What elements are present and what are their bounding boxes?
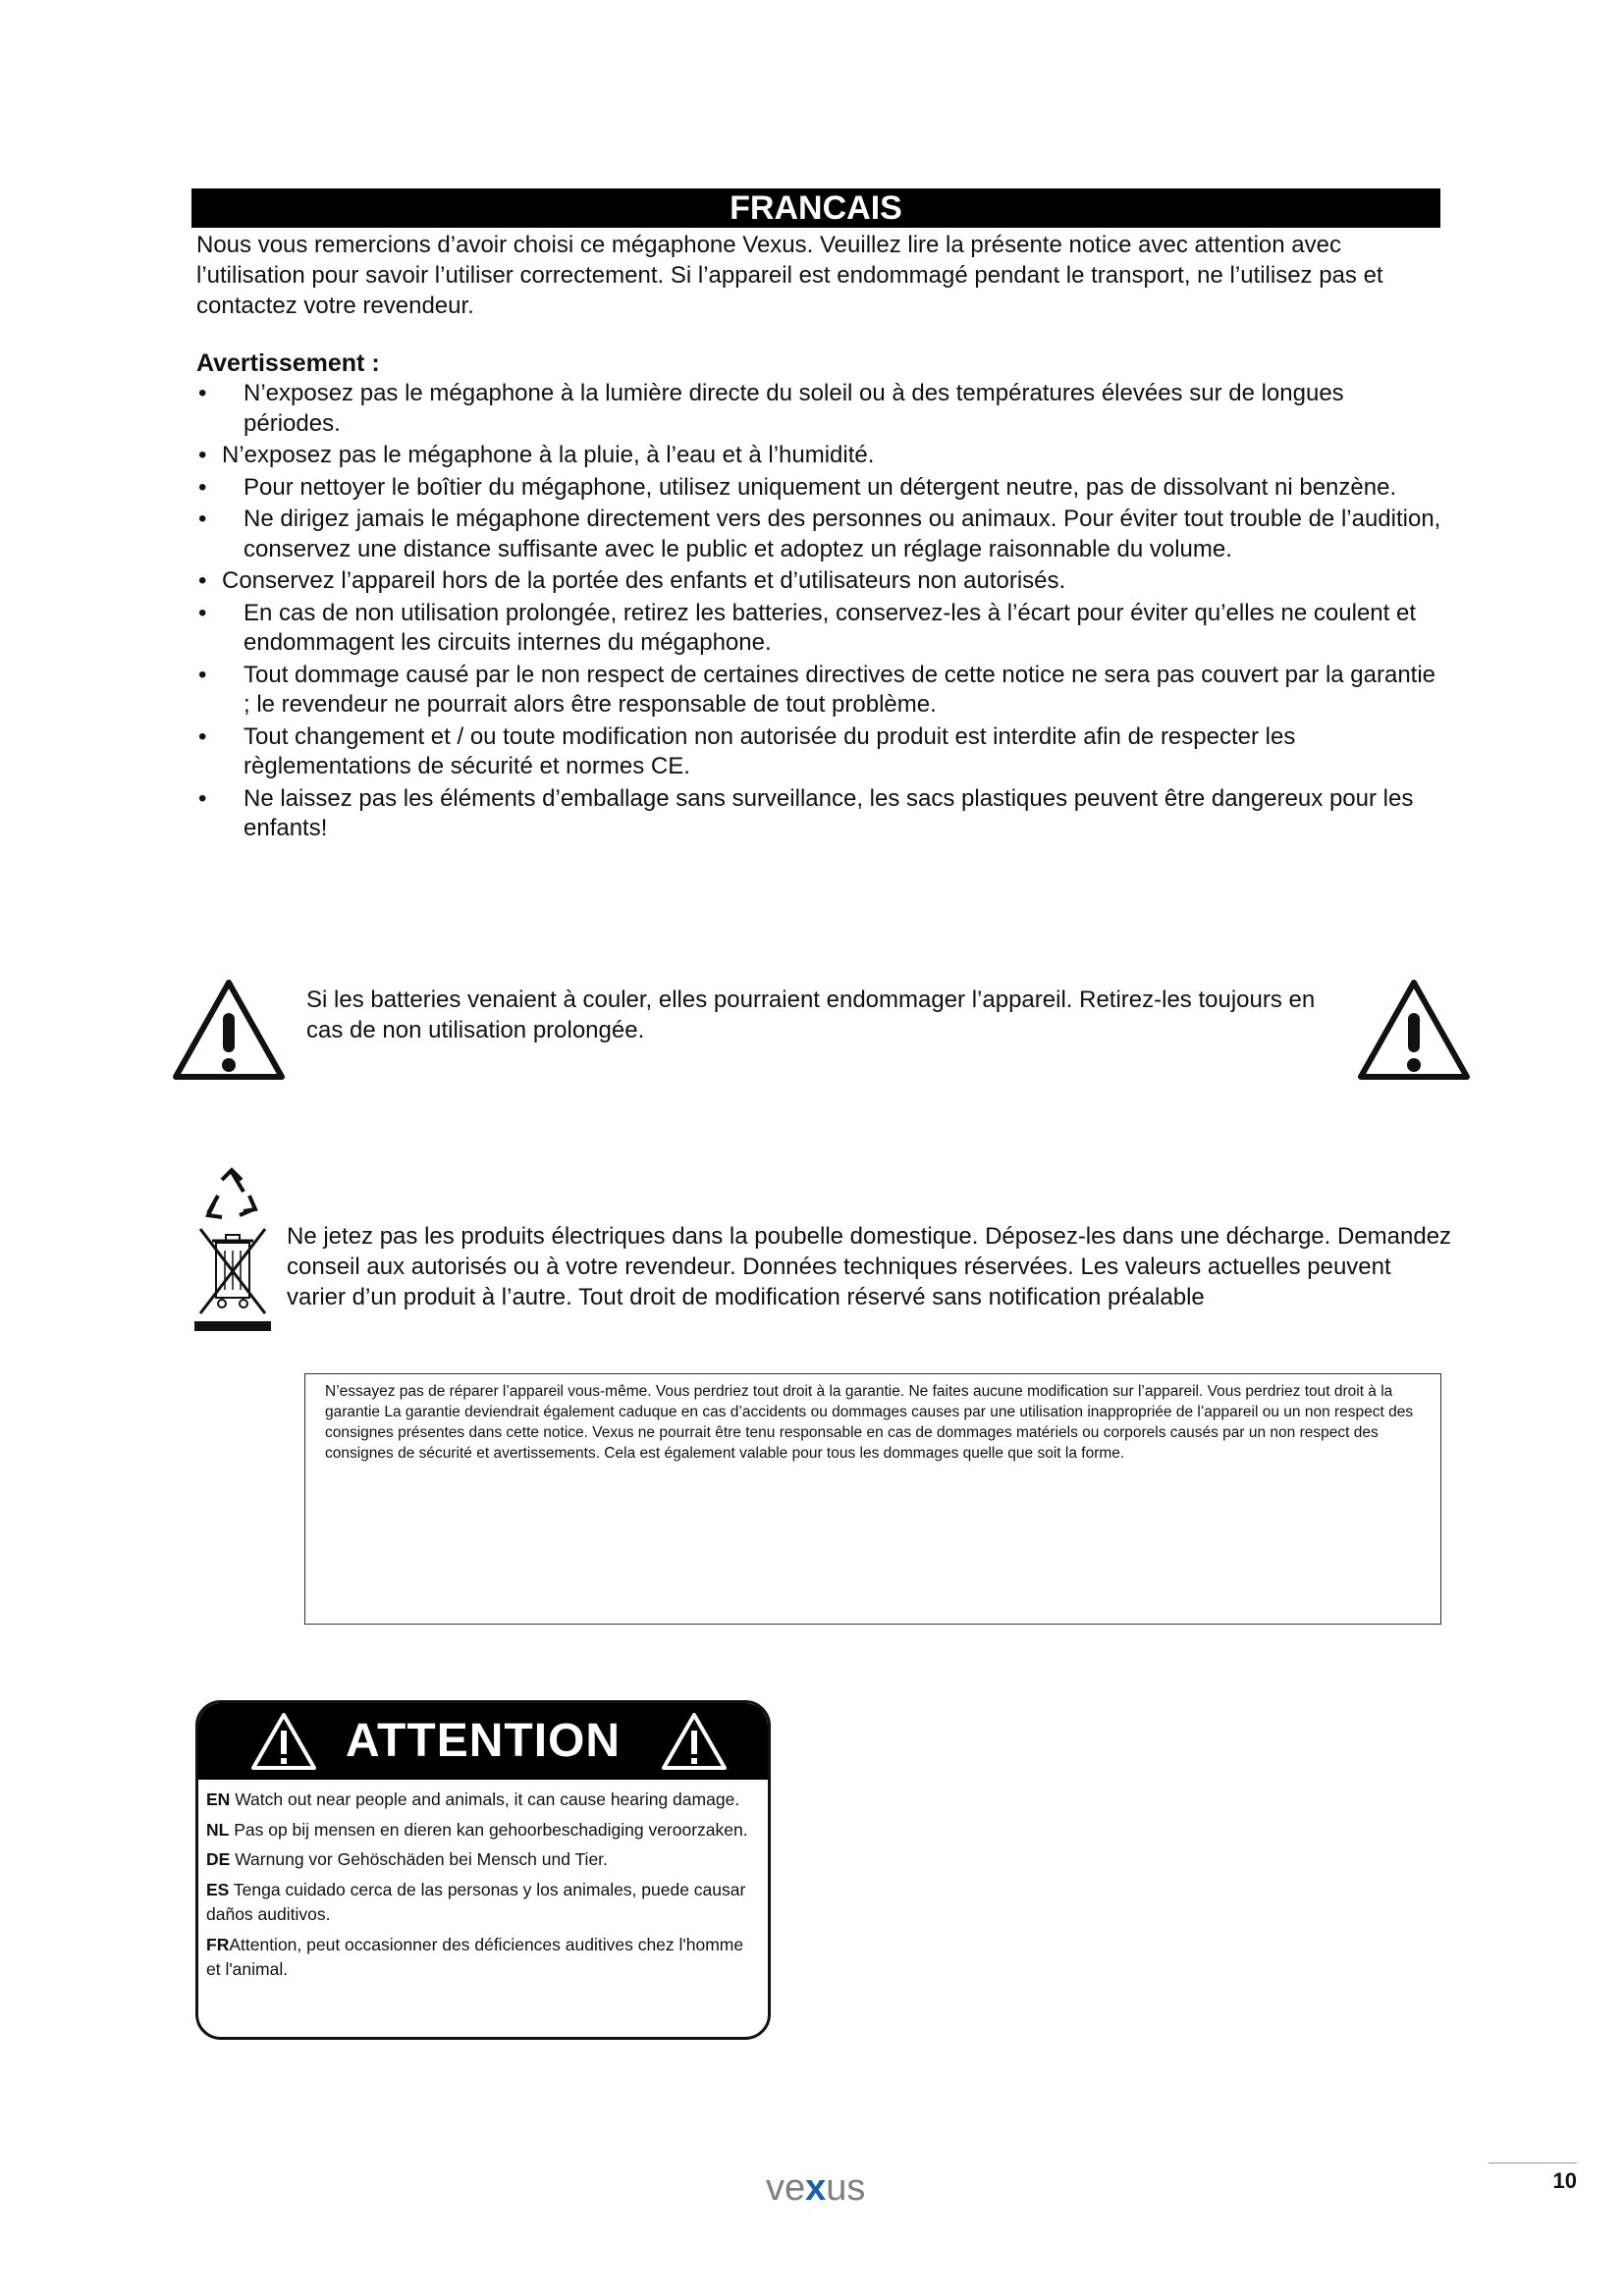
attention-header [198,1703,768,1780]
warning-triangle-icon [171,978,287,1082]
attention-line: EN Watch out near people and animals, it can cause hearing damage. [206,1789,740,1809]
warning-item: • N’exposez pas le mégaphone à la lumière directe du soleil ou à des températures élevées sur de longues périodes. [198,380,1344,437]
warning-item: • Tout changement et / ou toute modification non autorisée du produit est interdite afin de respecter les règlementations de sécurité et normes CE. [198,722,1296,779]
bullet: • [198,442,207,468]
attention-line: NL Pas op bij mensen en dieren kan gehoorbeschadiging veroorzaken. [206,1819,748,1840]
warning-item: • Ne laissez pas les éléments d’emballage sans surveillance, les sacs plastiques peuvent être dangereux pour les enfants! [198,784,1414,841]
vexus-logo: vexus [766,2167,866,2209]
bullet: • [198,784,207,812]
language-code: DE [206,1849,231,1869]
weee-recycle-icon [192,1166,273,1335]
attention-line: FRAttention, peut occasionner des déficiences auditives chez l'homme et l'animal. [206,1934,744,1979]
bullet: • [198,380,207,406]
attention-body [198,1780,768,1983]
attention-line: ES Tenga cuidado cerca de las personas y los animales, puede causar daños auditivos. [206,1879,746,1924]
battery-notice: Si les batteries venaient à couler, elles pourraient endommager l’appareil. Retirez-les toujours en cas de non utilisation prolongée. [306,987,1316,1043]
bullet: • [198,473,207,501]
intro-paragraph: Nous vous remercions d’avoir choisi ce mégaphone Vexus. Veuillez lire la présente notice avec attention avec l’utilisation pour savoir l’utiliser correctement. Si l’appareil est endommagé pendant le transport, ne l’utilisez pas et contactez votre revendeur. [196,232,1383,319]
language-code: NL [206,1819,230,1840]
bullet: • [198,567,207,594]
warning-item: • En cas de non utilisation prolongée, retirez les batteries, conservez-les à l’écart pour éviter qu’elles ne coulent et endommagent les circuits internes du mégaphone. [198,599,1416,656]
bullet: • [198,599,207,626]
warning-triangle-icon [660,1711,729,1772]
section-title: FRANCAIS [191,188,1440,228]
warranty-notice-text: N’essayez pas de réparer l’appareil vous-même. Vous perdriez tout droit à la garantie. Ne faites aucune modification sur l’appareil. Vous perdriez tout droit à la garantie La garantie deviendrait également caduque en cas d’accidents ou dommages causes par une utilisation inappropriée de l’appareil ou un non respect des consignes présentes dans cette notice. Vexus ne pourrait être tenu responsable en cas de dommages matériels ou corporels causés par un non respect des consignes de sécurité et avertissements. Cela est également valable pour tous les dommages quelle que soit la forme. [325,1383,1414,1462]
warning-item: • N’exposez pas le mégaphone à la pluie, à l’eau et à l’humidité. [196,441,1443,471]
language-code: EN [206,1789,231,1809]
warning-item: • Conservez l’appareil hors de la portée des enfants et d’utilisateurs non autorisés. [196,566,1443,597]
warning-triangle-icon [1356,978,1472,1082]
language-code: ES [206,1879,230,1899]
bullet: • [198,506,207,532]
disposal-notice: Ne jetez pas les produits électriques dans la poubelle domestique. Déposez-les dans une décharge. Demandez conseil aux autorisés ou à votre revendeur. Données techniques réservées. Les valeurs actuelles peuvent varier d’un produit à l’autre. Tout droit de modification réservé sans notification préalable [287,1223,1452,1310]
bullet: • [198,661,207,688]
attention-box [195,1700,771,2040]
attention-title: ATTENTION [345,1715,622,1767]
warnings-list [196,379,1443,846]
warnings-title: Avertissement : [196,349,380,377]
warning-item: • Pour nettoyer le boîtier du mégaphone, utilisez uniquement un détergent neutre, pas de dissolvant ni benzène. [196,473,1443,504]
warning-item: • Ne dirigez jamais le mégaphone directement vers des personnes ou animaux. Pour éviter tout trouble de l’audition, conservez une distance suffisante avec le public et adoptez un réglage raisonnable du volume. [198,506,1441,562]
language-code: FR [206,1934,230,1954]
warranty-notice-box [304,1373,1441,1625]
page-number: 10 [1489,2163,1577,2193]
attention-line: DE Warnung vor Gehöschäden bei Mensch und Tier. [206,1849,608,1869]
bullet: • [198,722,207,750]
warning-item: • Tout dommage causé par le non respect de certaines directives de cette notice ne sera pas couvert par la garantie ; le revendeur ne pourrait alors être responsable de tout problème. [198,661,1436,718]
